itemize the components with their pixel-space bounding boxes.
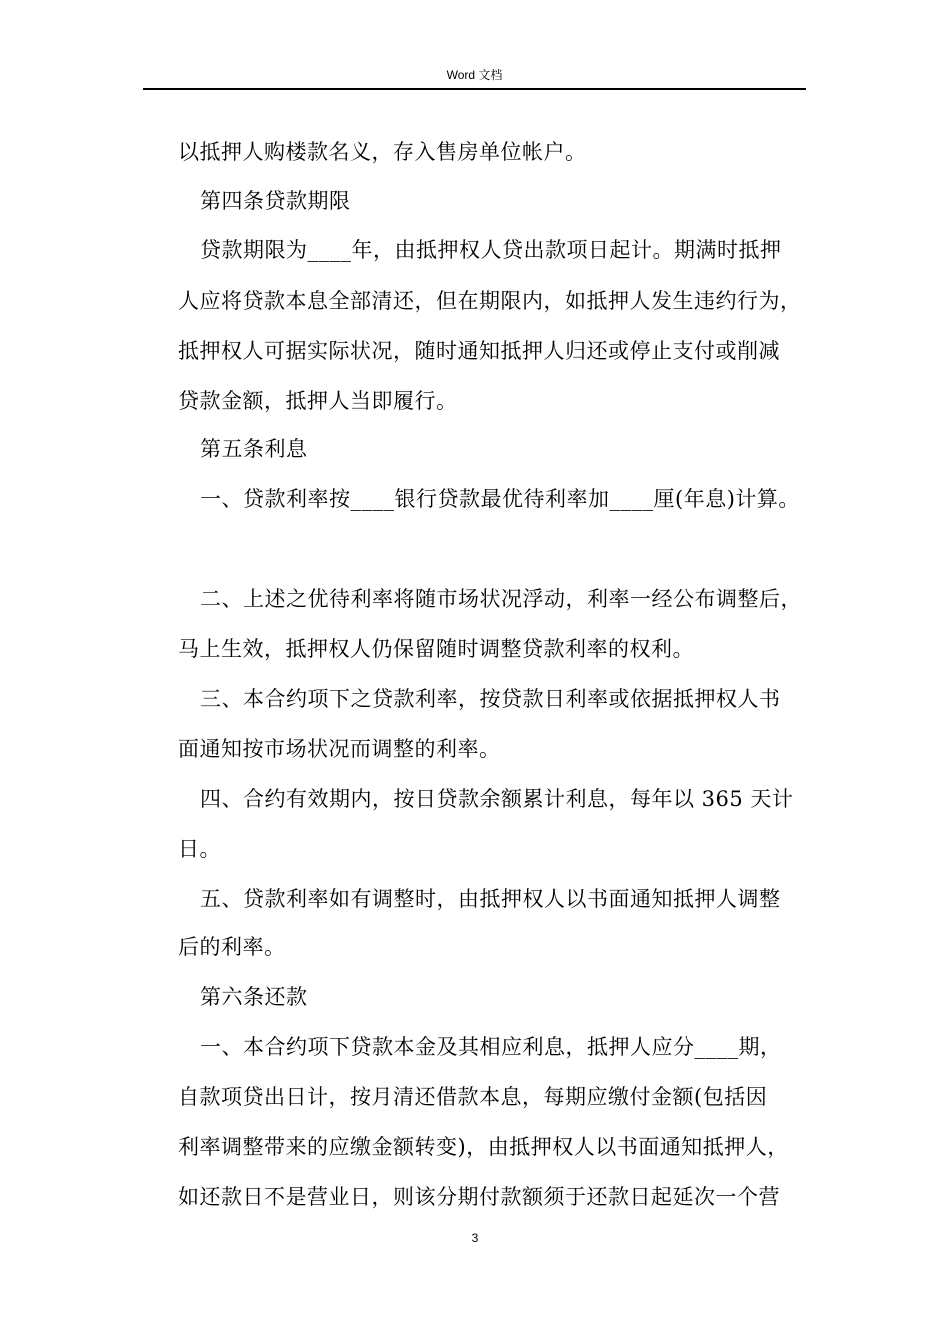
text-line: 自款项贷出日计，按月清还借款本息，每期应缴付金额(包括因 [178,1085,768,1109]
text-line: 后的利率。 [178,935,286,959]
text-line: 贷款期限为____年，由抵押权人贷出款项日起计。期满时抵押 [200,238,782,262]
text-line: 抵押权人可据实际状况，随时通知抵押人归还或停止支付或削减 [178,339,780,363]
text-line: 面通知按市场状况而调整的利率。 [178,737,501,761]
page-number: 3 [471,1231,479,1245]
section-heading: 第五条利息 [200,437,308,461]
text-line: 人应将贷款本息全部清还，但在期限内，如抵押人发生违约行为， [178,289,802,313]
text-line: 以抵押人购楼款名义，存入售房单位帐户。 [178,140,587,164]
text-line: 利率调整带来的应缴金额转变)，由抵押权人以书面通知抵押人， [178,1135,789,1159]
text-line: 四、合约有效期内，按日贷款余额累计利息，每年以 365 天计 [200,787,794,811]
text-line: 三、本合约项下之贷款利率，按贷款日利率或依据抵押权人书 [200,687,781,711]
header-title: Word 文档 [446,68,503,82]
text-line: 一、本合约项下贷款本金及其相应利息，抵押人应分____期， [200,1035,782,1059]
page-header [143,64,806,90]
text-line: 日。 [178,837,221,861]
text-line: 二、上述之优待利率将随市场状况浮动，利率一经公布调整后， [200,587,802,611]
text-line: 如还款日不是营业日，则该分期付款额须于还款日起延次一个营 [178,1185,780,1209]
text-line: 五、贷款利率如有调整时，由抵押权人以书面通知抵押人调整 [200,887,781,911]
text-line: 一、贷款利率按____银行贷款最优待利率加____厘(年息)计算。 [200,487,800,511]
text-line: 贷款金额，抵押人当即履行。 [178,389,458,413]
section-heading: 第六条还款 [200,985,308,1009]
section-heading: 第四条贷款期限 [200,189,351,213]
text-line: 马上生效，抵押权人仍保留随时调整贷款利率的权利。 [178,637,694,661]
